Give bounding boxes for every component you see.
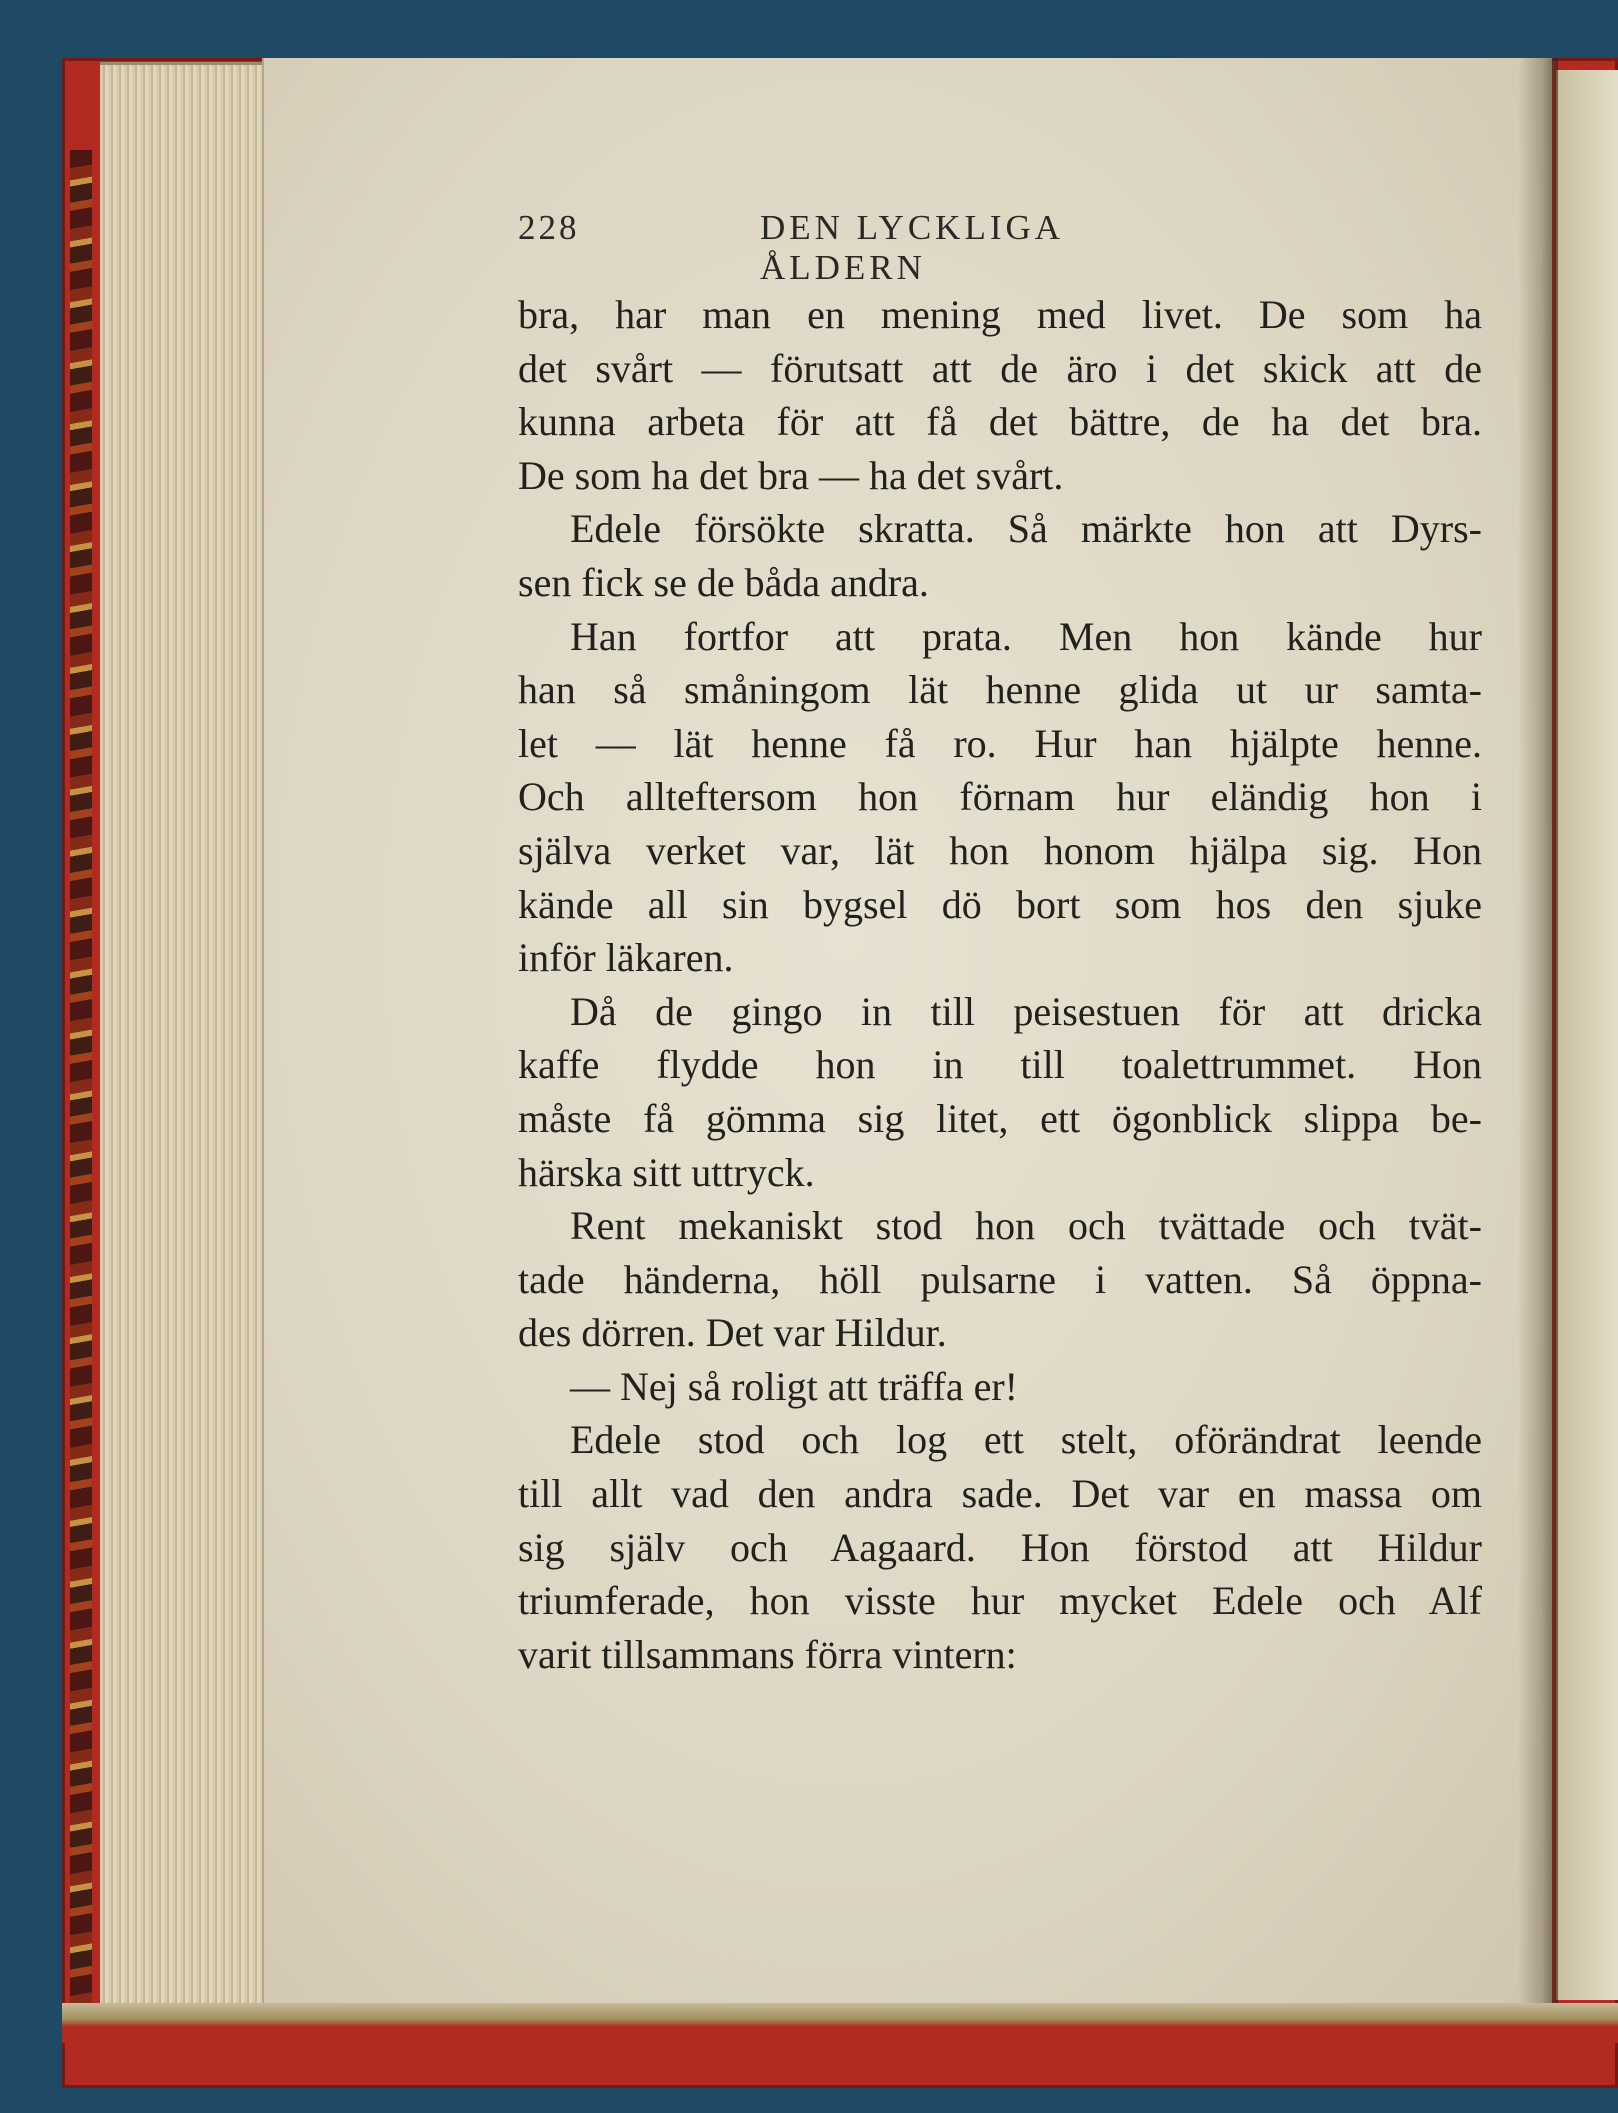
text-line: det svårt — förutsatt att de äro i det skick att de <box>518 345 1482 391</box>
text-line: till allt vad den andra sade. Det var en massa om <box>518 1471 1482 1517</box>
text-line: sig själv och Aagaard. Hon förstod att Hildur <box>518 1524 1482 1570</box>
text-line: sen fick se de båda andra. <box>518 559 929 605</box>
page-edges-stack <box>100 62 276 2019</box>
page-gutter-shadow <box>1518 58 1558 2003</box>
text-line: Och allteftersom hon förnam hur eländig hon i <box>518 774 1482 820</box>
text-line: tade händerna, höll pulsarne i vatten. Så öppna- <box>518 1256 1482 1302</box>
text-line: kunna arbeta för att få det bättre, de ha det bra. <box>518 399 1482 445</box>
text-line: Edele stod och log ett stelt, oförändrat leende <box>570 1417 1482 1463</box>
text-line: Edele försökte skratta. Så märkte hon att Dyrs- <box>570 506 1482 552</box>
text-line: Han fortfor att prata. Men hon kände hur <box>570 613 1482 659</box>
text-line: han så småningom lät henne glida ut ur samta- <box>518 667 1482 713</box>
text-line: let — lät henne få ro. Hur han hjälpte henne. <box>518 720 1482 766</box>
page-header <box>518 208 1238 287</box>
text-line: varit tillsammans förra vintern: <box>518 1631 1017 1677</box>
text-line: — Nej så roligt att träffa er! <box>570 1363 1018 1409</box>
book-bottom-edge <box>62 2003 1618 2043</box>
text-line: De som ha det bra — ha det svårt. <box>518 452 1064 498</box>
text-line: kaffe flydde hon in till toalettrummet. Hon <box>518 1042 1482 1088</box>
body-text <box>518 288 1482 1681</box>
text-line: des dörren. Det var Hildur. <box>518 1310 947 1356</box>
running-title: DEN LYCKLIGA ÅLDERN <box>760 208 1063 287</box>
text-line: Då de gingo in till peisestuen för att dricka <box>570 988 1482 1034</box>
text-line: Rent mekaniskt stod hon och tvättade och tvät- <box>570 1203 1482 1249</box>
facing-page-edge <box>1556 70 1618 2000</box>
text-line: måste få gömma sig litet, ett ögonblick slippa be- <box>518 1095 1482 1141</box>
text-line: härska sitt uttryck. <box>518 1149 815 1195</box>
text-line: inför läkaren. <box>518 935 734 981</box>
text-line: själva verket var, lät hon honom hjälpa sig. Hon <box>518 827 1482 873</box>
text-line: bra, har man en mening med livet. De som ha <box>518 292 1482 337</box>
text-line: kände all sin bygsel dö bort som hos den sjuke <box>518 881 1482 927</box>
page-number: 228 <box>518 208 580 247</box>
marbled-endpaper <box>70 150 92 2030</box>
text-line: triumferade, hon visste hur mycket Edele och Alf <box>518 1578 1482 1624</box>
